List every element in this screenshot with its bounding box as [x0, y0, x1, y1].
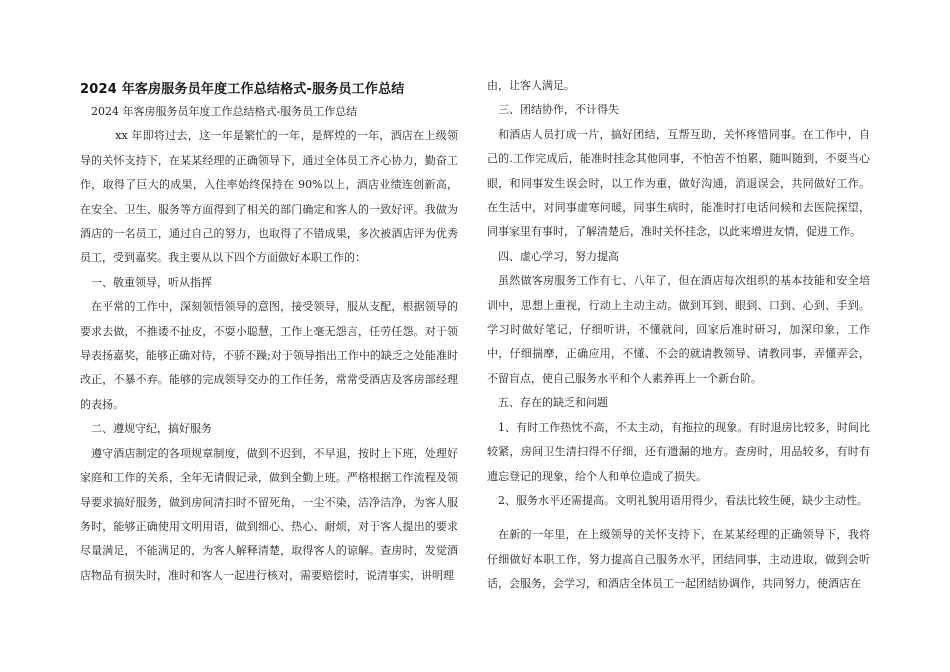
document-subtitle: 2024 年客房服务员年度工作总结格式-服务员工作总结 — [91, 105, 358, 118]
section-3-body: 和酒店人员打成一片，搞好团结，互帮互助，关怀疼惜同事。在工作中，自己的.工作完成后，能准时挂念其他同事，不怕苦不怕累，随叫随到，不耍当心眼，和同事发生误会时，以工作为重，做好沟通，消退误会，共同做好工作。在生活中，对同事虚寒问暖，同事生病时，能准时打电话问候和去医院探望，同事家里有事时，了解清楚后，准时关怀挂念，以此来增进友情，促进工作。 — [487, 127, 870, 239]
section-2-heading: 二、遵规守纪，搞好服务 — [91, 422, 212, 436]
section-5-heading: 五、存在的缺乏和问题 — [498, 396, 608, 410]
section-1-heading: 一、敬重领导，听从指挥 — [91, 275, 212, 289]
section-2-body: 遵守酒店制定的各项规章制度，做到不迟到，不早退，按时上下班，处理好家庭和工作的关系，全年无请假记录，做到全勤上班。严格根据工作流程及领导要求搞好服务，做到房间清扫时不留死角，一尘不染，洁净洁净，为客人服务时，能够正确使用文明用语，做到细心、热心、耐烦，对于客人提出的要求尽量满足，不能满足的，为客人解释清楚，取得客人的谅解。查房时，发觉酒店物品有损失时，准时和客人一起进行核对，需要赔偿时，说清事实，讲明理 — [80, 446, 458, 582]
section-1-body: 在平常的工作中，深刻领悟领导的意图，接受领导，服从支配，根据领导的要求去做，不推诿不扯皮，不耍小聪慧，工作上毫无怨言，任劳任怨。对于领导表扬嘉奖，能够正确对待，不骄不躁;对于领导指出工作中的缺乏之处能准时改正，不暴不弃。能够的完成领导交办的工作任务，常常受酒店及客房部经理的表扬。 — [80, 300, 458, 411]
section-5-item-1: 1、有时工作热忱不高，不太主动，有拖拉的现象。有时退房比较多，时间比较紧，房间卫生清扫得不仔细，还有遗漏的地方。查房时，用品较多，有时有遗忘登记的现象，给个人和单位造成了损失。 — [487, 420, 870, 483]
section-5-item-2: 2、服务水平还需提高。文明礼貌用语用得少，看法比较生硬，缺少主动性。 — [498, 493, 868, 507]
section-4-body: 虽然做客房服务工作有七、八年了，但在酒店每次组织的基本技能和安全培训中，思想上重视，行动上主动主动。做到耳到、眼到、口到、心到、手到。学习时做好笔记，仔细听讲，不懂就问，回家后准时研习，加深印象，工作中，仔细揣摩，正确应用，不懂、不会的就请教领导、请教同事，弄懂弄会，不留盲点，使自己服务水平和个人素养再上一个新台阶。 — [487, 274, 870, 385]
document-title: 2024 年客房服务员年度工作总结格式-服务员工作总结 — [80, 82, 405, 97]
closing-paragraph: 在新的一年里，在上级领导的关怀支持下，在某某经理的正确领导下，我将仔细做好本职工作，努力提高自己服务水平，团结同事，主动进取，做到会听话，会服务，会学习，和酒店全体员工一起团结协调作，共同努力，使酒店在 — [487, 528, 870, 591]
section-3-heading: 三、团结协作，不计得失 — [498, 103, 619, 117]
section-4-heading: 四、虚心学习，努力提高 — [498, 249, 619, 263]
left-column — [80, 100, 458, 588]
continuation-paragraph: 由，让客人满足。 — [487, 79, 575, 92]
right-column — [487, 74, 870, 597]
intro-paragraph: xx 年即将过去，这一年是繁忙的一年，是辉煌的一年，酒店在上级领导的关怀支持下，在某某经理的正确领导下，通过全体员工齐心协力，勤奋工作，取得了巨大的成果，入住率始终保持在 90%以上，酒店业绩连创新高，在安全、卫生、服务等方面得到了相关的部门确定和客人的一致好评。我做为酒店的一名员工，通过自己的努力，也取得了不错成果，多次被酒店评为优秀员工，受到嘉奖。我主要从以下四个方面做好本职工作的： — [80, 129, 458, 265]
